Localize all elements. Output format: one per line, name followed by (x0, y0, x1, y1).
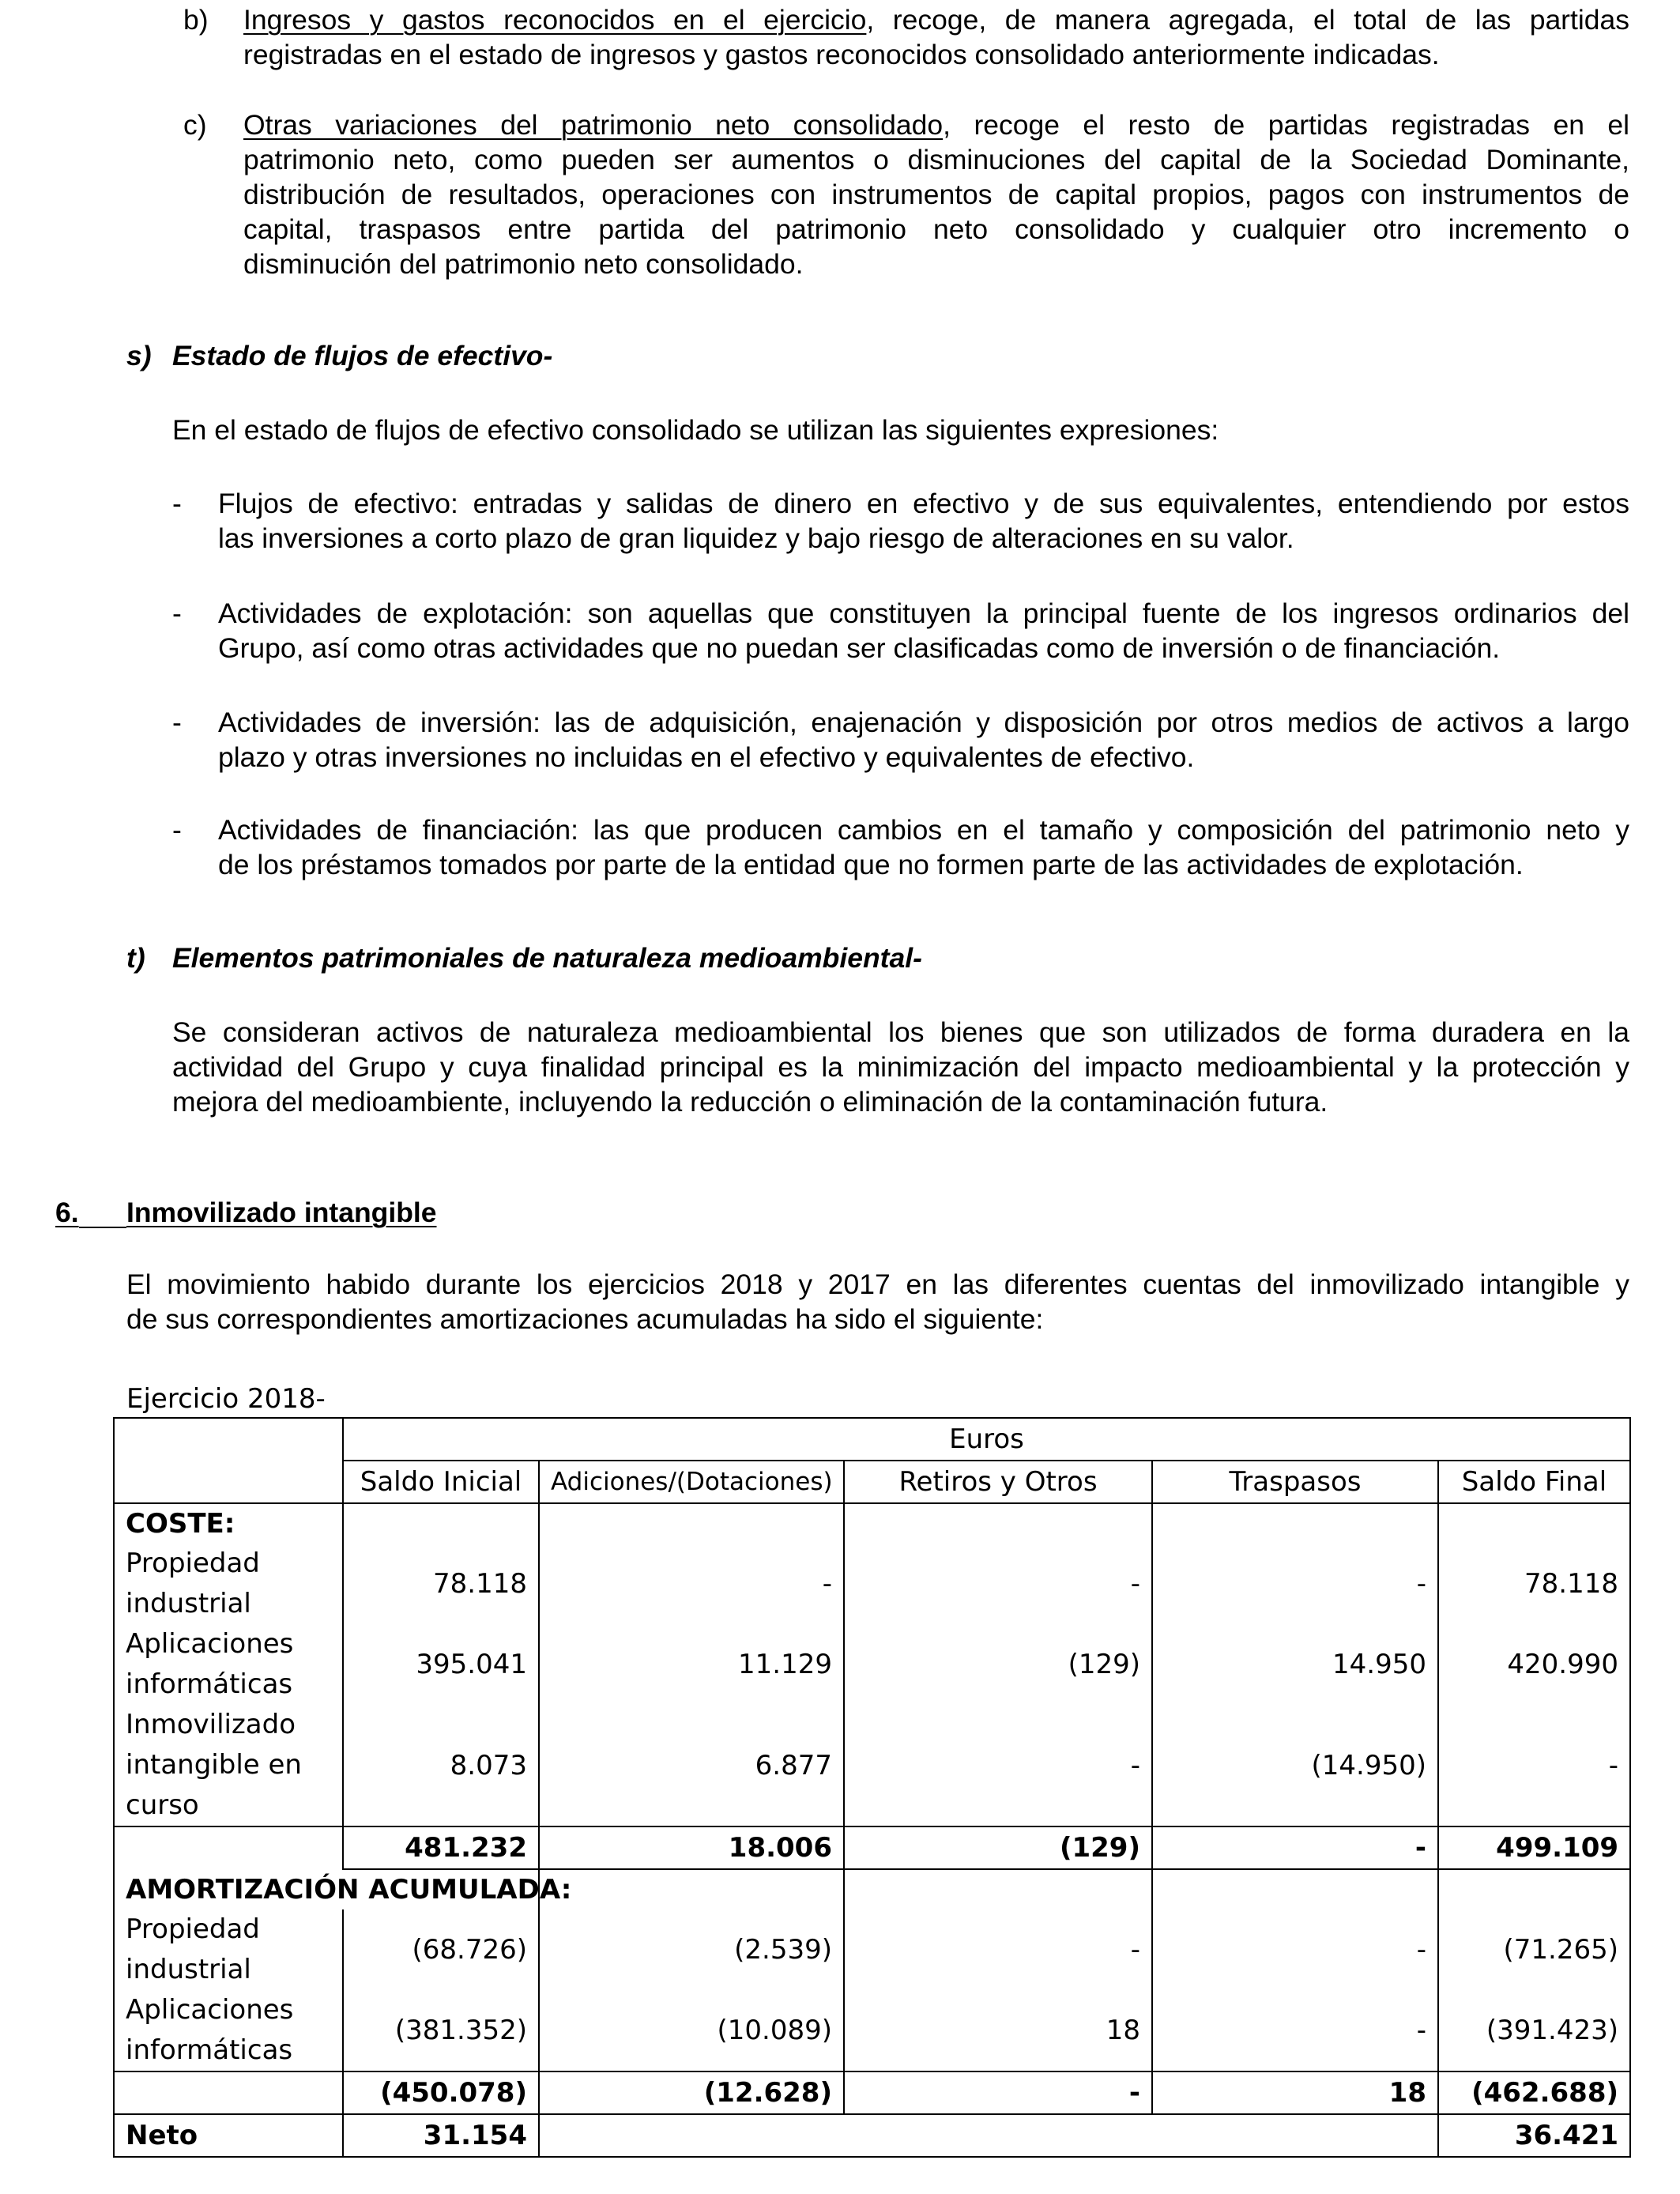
col-header: Saldo Final (1438, 1461, 1630, 1503)
col-header: Retiros y Otros (844, 1461, 1152, 1503)
col-header: Traspasos (1152, 1461, 1438, 1503)
cell: 420.990 (1438, 1624, 1630, 1705)
section-label-row (114, 1503, 1630, 1544)
table-column-headers (114, 1461, 1630, 1503)
bullet-dash: - (172, 707, 182, 738)
bullet-dash: - (172, 488, 182, 519)
cell: (71.265) (1438, 1909, 1630, 1990)
section-t-title: Elementos patrimoniales de naturaleza medioambiental- (172, 942, 922, 974)
total-cell: (129) (844, 1826, 1152, 1869)
cell: (2.539) (539, 1909, 844, 1990)
table-header-row (114, 1418, 1630, 1461)
col-header: Adiciones/(Dotaciones) (539, 1461, 844, 1503)
table-row (114, 1909, 1630, 1990)
cell: (129) (844, 1624, 1152, 1705)
cell: - (539, 1544, 844, 1624)
cell: 78.118 (1438, 1544, 1630, 1624)
amort-label: AMORTIZACIÓN ACUMULADA: (114, 1869, 539, 1909)
total-cell: 18.006 (539, 1826, 844, 1869)
total-cell: 499.109 (1438, 1826, 1630, 1869)
row-label: Propiedad industrial (114, 1909, 343, 1990)
item-c-text: Otras variaciones del patrimonio neto consolidado, recoge el resto de partidas registradas en el patrimonio neto, como pueden ser aumentos o disminuciones del capital de la Sociedad Dominante, distribución de resultados, operaciones con instrumentos de capital propios, pagos con instrumentos de capital, traspasos entre partida del patrimonio neto consolidado y cualquier otro incremento o disminución del patrimonio neto consolidado. (243, 109, 1629, 280)
cell: 11.129 (539, 1624, 844, 1705)
row-label: Aplicaciones informáticas (114, 1624, 343, 1705)
intangible-assets-table (113, 1417, 1631, 2158)
cell: - (1152, 1544, 1438, 1624)
bullet-financiacion: Actividades de financiación: las que producen cambios en el tamaño y composición del patrimonio neto y de los préstamos tomados por parte de la entidad que no formen parte de las actividades de explotación. (218, 814, 1629, 880)
section-t-text: Se consideran activos de naturaleza medioambiental los bienes que son utilizados de forma duradera en la actividad del Grupo y cuya finalidad principal es la minimización del impacto medioambiental y la protección y mejora del medioambiente, incluyendo la reducción o eliminación de la contaminación futura. (172, 1016, 1629, 1118)
total-cell: 18 (1152, 2071, 1438, 2114)
item-c-link: Otras variaciones del patrimonio neto consolidado (243, 109, 944, 141)
cell: - (844, 1909, 1152, 1990)
item-b-marker: b) (183, 4, 209, 36)
item-c-marker: c) (183, 109, 207, 141)
item-b-link: Ingresos y gastos reconocidos en el ejercicio (243, 4, 867, 36)
row-label: Inmovilizado intangible en curso (114, 1705, 343, 1826)
table-row (114, 1990, 1630, 2071)
section-6-heading (55, 1195, 529, 1231)
neto-cell: 36.421 (1438, 2114, 1630, 2157)
cell: (391.423) (1438, 1990, 1630, 2071)
coste-label: COSTE: (114, 1503, 343, 1544)
total-cell: 481.232 (343, 1826, 539, 1869)
row-label: Propiedad industrial (114, 1544, 343, 1624)
cell: - (844, 1705, 1152, 1826)
total-cell: - (844, 2071, 1152, 2114)
cell: - (1152, 1990, 1438, 2071)
bullet-dash: - (172, 814, 182, 846)
total-row (114, 2071, 1630, 2114)
section-6-number: 6. (55, 1197, 79, 1228)
cell: 14.950 (1152, 1624, 1438, 1705)
total-cell: (450.078) (343, 2071, 539, 2114)
section-s-intro: En el estado de flujos de efectivo consolidado se utilizan las siguientes expresiones: (172, 414, 1219, 446)
cell: 6.877 (539, 1705, 844, 1826)
header-empty-cell (114, 1461, 343, 1503)
bullet-flujos: Flujos de efectivo: entradas y salidas de dinero en efectivo y de sus equivalentes, entendiendo por estos las inversiones a corto plazo de gran liquidez y bajo riesgo de alteraciones en su valor. (218, 488, 1629, 554)
cell: 78.118 (343, 1544, 539, 1624)
neto-row (114, 2114, 1630, 2157)
cell: 8.073 (343, 1705, 539, 1826)
section-6-text: El movimiento habido durante los ejercicios 2018 y 2017 en las diferentes cuentas del inmovilizado intangible y de sus correspondientes amortizaciones acumuladas ha sido el siguiente: (126, 1269, 1629, 1335)
section-s-title: Estado de flujos de efectivo- (172, 340, 553, 371)
col-header: Saldo Inicial (343, 1461, 539, 1503)
header-empty-cell (114, 1418, 343, 1461)
cell: - (1152, 1909, 1438, 1990)
cell: 18 (844, 1990, 1152, 2071)
cell: (14.950) (1152, 1705, 1438, 1826)
section-label-row (114, 1869, 1630, 1909)
total-row (114, 1826, 1630, 1869)
row-label: Aplicaciones informáticas (114, 1990, 343, 2071)
total-cell: (462.688) (1438, 2071, 1630, 2114)
neto-cell: 31.154 (343, 2114, 539, 2157)
cell: (10.089) (539, 1990, 844, 2071)
cell: (381.352) (343, 1990, 539, 2071)
table-caption: Ejercicio 2018- (126, 1383, 326, 1415)
bullet-inversion: Actividades de inversión: las de adquisición, enajenación y disposición por otros medios de activos a largo plazo y otras inversiones no incluidas en el efectivo y equivalentes de efectivo. (218, 707, 1629, 773)
cell: - (1438, 1705, 1630, 1826)
table-row (114, 1624, 1630, 1705)
section-6-title: Inmovilizado intangible (126, 1197, 437, 1228)
table-row (114, 1705, 1630, 1826)
cell: - (844, 1544, 1152, 1624)
bullet-dash: - (172, 598, 182, 629)
item-b-text: Ingresos y gastos reconocidos en el ejercicio, recoge, de manera agregada, el total de las partidas registradas en el estado de ingresos y gastos reconocidos consolidado anteriormente indicadas. (243, 4, 1629, 70)
currency-header: Euros (343, 1418, 1630, 1461)
section-t-marker: t) (126, 942, 145, 974)
section-s-marker: s) (126, 340, 152, 371)
neto-label: Neto (114, 2114, 343, 2157)
total-cell: - (1152, 1826, 1438, 1869)
total-cell: (12.628) (539, 2071, 844, 2114)
cell: 395.041 (343, 1624, 539, 1705)
bullet-explotacion: Actividades de explotación: son aquellas que constituyen la principal fuente de los ingresos ordinarios del Grupo, así como otras actividades que no puedan ser clasificadas como de inversión o de financiación. (218, 598, 1629, 664)
cell: (68.726) (343, 1909, 539, 1990)
table-row (114, 1544, 1630, 1624)
